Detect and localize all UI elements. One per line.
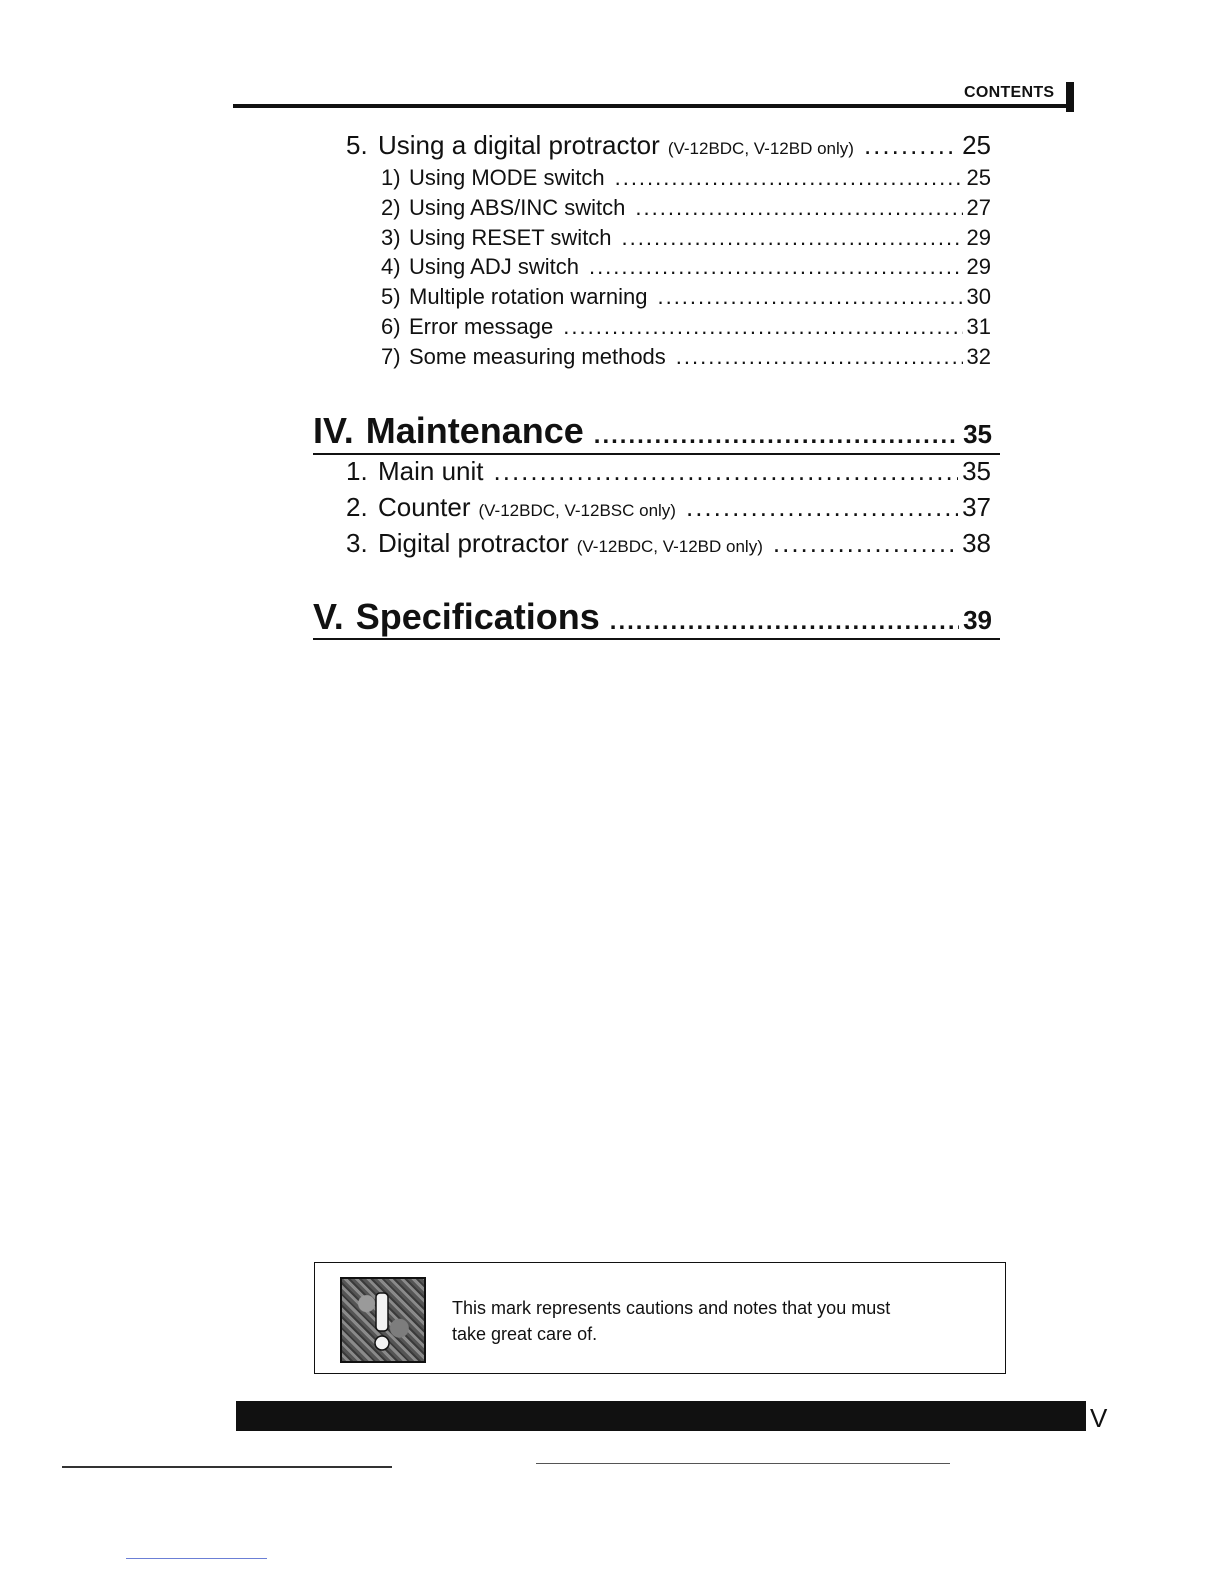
dot-leader: [773, 528, 958, 559]
toc-entry-title: Using ADJ switch: [409, 254, 579, 279]
toc-subentry[interactable]: [381, 165, 991, 191]
scan-artifact-line: [536, 1463, 950, 1464]
toc-entry-counter[interactable]: [346, 492, 991, 523]
toc-entry-number: 2): [381, 195, 401, 220]
toc-entry-main-unit[interactable]: [346, 456, 991, 487]
toc-entry-number: 3): [381, 225, 401, 250]
toc-entry-number: 5.: [346, 130, 368, 160]
chapter-title: Specifications: [355, 596, 600, 637]
toc-subentry[interactable]: [381, 314, 991, 340]
toc-entry-page: 25: [966, 165, 991, 190]
toc-entry-page: 30: [966, 284, 991, 309]
toc-entry-page: 31: [966, 314, 991, 339]
chapter-rule: [313, 638, 1000, 640]
toc-entry-qualifier: (V-12BDC, V-12BD only): [576, 537, 763, 556]
toc-subentry[interactable]: [381, 284, 991, 310]
footer-bar: [236, 1401, 1086, 1431]
dot-leader: [864, 130, 958, 161]
caution-mark-icon: [340, 1277, 426, 1363]
scan-artifact-line: [126, 1558, 267, 1559]
toc-entry-page: 38: [962, 528, 991, 558]
toc-entry-qualifier: (V-12BDC, V-12BD only): [667, 139, 854, 158]
toc-entry-section-5[interactable]: [346, 130, 991, 161]
dot-leader: [563, 314, 962, 340]
dot-leader: [622, 225, 963, 251]
toc-entry-number: 1.: [346, 456, 368, 486]
toc-entry-number: 5): [381, 284, 401, 309]
toc-entry-page: 37: [962, 492, 991, 522]
dot-leader: [589, 254, 963, 280]
toc-subentry[interactable]: [381, 225, 991, 251]
toc-subentry[interactable]: [381, 344, 991, 370]
dot-leader: [615, 165, 963, 191]
dot-leader: [610, 608, 959, 636]
note-line: This mark represents cautions and notes that you must: [452, 1298, 891, 1318]
toc-entry-page: 25: [962, 130, 991, 160]
toc-entry-title: Main unit: [378, 456, 484, 486]
toc-entry-title: Using ABS/INC switch: [409, 195, 626, 220]
toc-entry-title: Digital protractor: [378, 528, 569, 558]
chapter-title: Maintenance: [365, 410, 584, 451]
toc-entry-title: Using a digital protractor: [378, 130, 660, 160]
toc-entry-page: 32: [966, 344, 991, 369]
toc-subentry[interactable]: [381, 195, 991, 221]
toc-entry-title: Error message: [409, 314, 554, 339]
toc-entry-number: 6): [381, 314, 401, 339]
toc-entry-digital-protractor[interactable]: [346, 528, 991, 559]
toc-entry-title: Counter: [378, 492, 471, 522]
caution-note-text: [452, 1295, 972, 1347]
running-header: CONTENTS: [964, 84, 1055, 101]
toc-entry-title: Some measuring methods: [409, 344, 666, 369]
chapter-number: IV.: [313, 410, 354, 451]
dot-leader: [494, 456, 959, 487]
toc-subentry[interactable]: [381, 254, 991, 280]
toc-entry-page: 35: [962, 456, 991, 486]
toc-entry-number: 4): [381, 254, 401, 279]
toc-entry-qualifier: (V-12BDC, V-12BSC only): [478, 501, 676, 520]
toc-entry-number: 1): [381, 165, 401, 190]
dot-leader: [657, 284, 962, 310]
dot-leader: [635, 195, 962, 221]
toc-entry-page: 29: [966, 225, 991, 250]
note-line: take great care of.: [452, 1324, 598, 1344]
toc-entry-page: 29: [966, 254, 991, 279]
toc-chapter-v[interactable]: [313, 596, 992, 638]
toc-entry-number: 2.: [346, 492, 368, 522]
chapter-page: 35: [963, 419, 992, 449]
toc-entry-title: Using MODE switch: [409, 165, 605, 190]
header-rule: [233, 104, 1074, 108]
page-number: V: [1090, 1403, 1108, 1433]
chapter-number: V.: [313, 596, 344, 637]
dot-leader: [686, 492, 958, 523]
toc-chapter-iv[interactable]: [313, 410, 992, 452]
chapter-rule: [313, 453, 1000, 455]
dot-leader: [594, 422, 959, 450]
toc-entry-page: 27: [966, 195, 991, 220]
chapter-page: 39: [963, 605, 992, 635]
toc-entry-title: Using RESET switch: [409, 225, 612, 250]
toc-entry-number: 7): [381, 344, 401, 369]
toc-entry-title: Multiple rotation warning: [409, 284, 648, 309]
caution-note-box: [314, 1262, 1006, 1374]
dot-leader: [676, 344, 963, 370]
toc-entry-number: 3.: [346, 528, 368, 558]
scan-artifact-line: [62, 1466, 392, 1468]
